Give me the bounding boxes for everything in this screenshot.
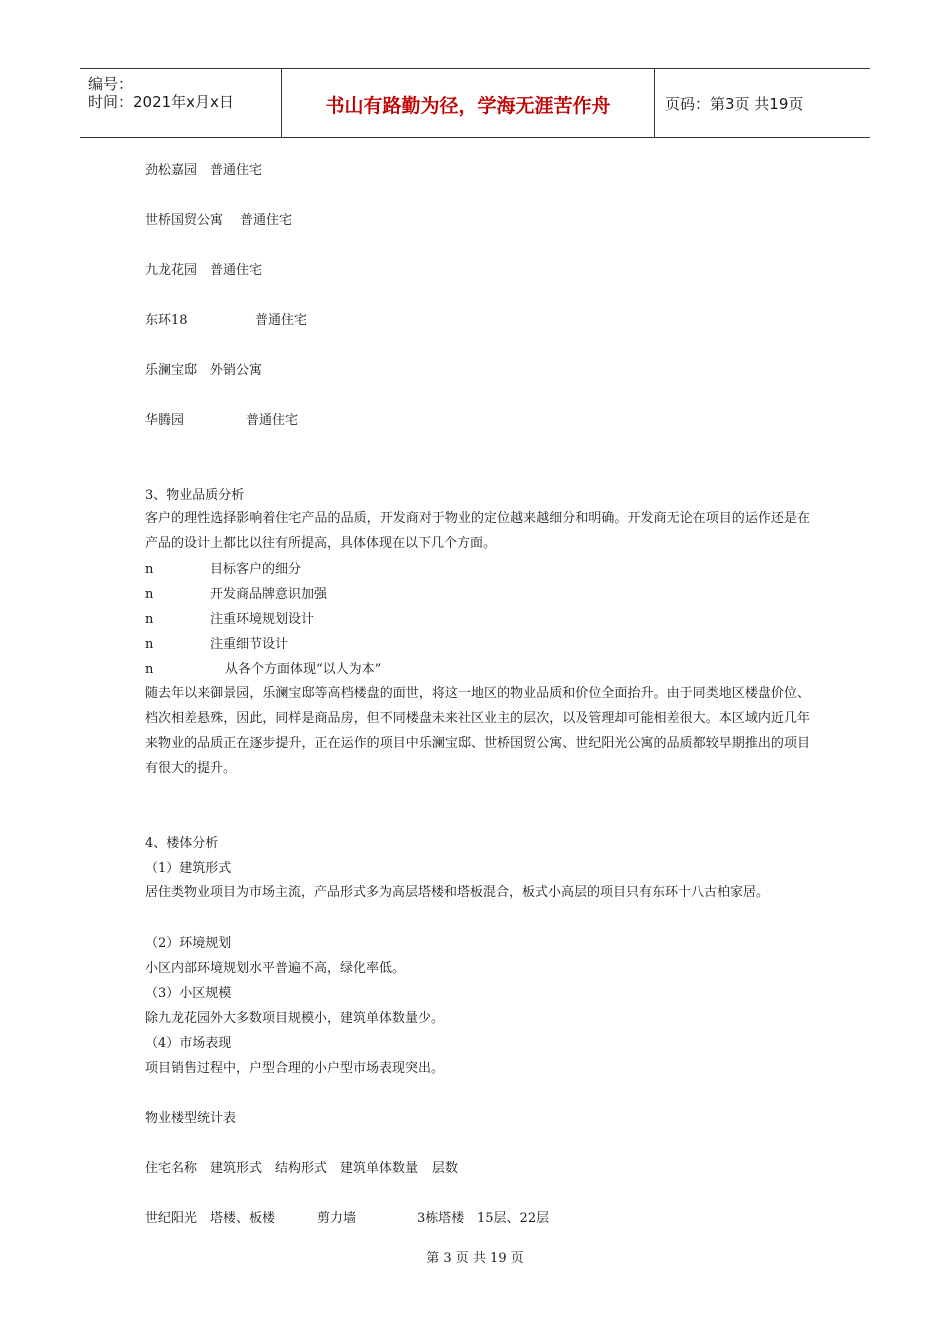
bullet-text: 注重环境规划设计	[210, 612, 315, 627]
subsection-text: 除九龙花园外大多数项目规模小，建筑单体数量少。	[145, 1011, 445, 1026]
table-header-cell: 建筑单体数量	[340, 1161, 419, 1176]
header-motto-cell	[281, 69, 655, 137]
page-footer	[0, 1247, 950, 1266]
bullet-mark: n	[145, 587, 154, 602]
number-label: 编号：	[88, 75, 134, 93]
footer-page-number: 第 3 页 共 19 页	[426, 1251, 524, 1266]
table-cell: 世纪阳光	[145, 1211, 198, 1226]
table-cell: 3栋塔楼	[417, 1211, 465, 1226]
table-header-cell: 建筑形式	[210, 1161, 263, 1176]
section-3-title: 3、物业品质分析	[145, 488, 245, 503]
table-header-cell: 住宅名称	[145, 1161, 198, 1176]
project-type: 普通住宅	[210, 263, 263, 278]
project-name: 九龙花园	[145, 263, 198, 278]
project-type: 外销公寓	[210, 363, 263, 378]
bullet-text: 从各个方面体现“以人为本”	[225, 662, 382, 677]
project-name: 世桥国贸公寓	[145, 213, 224, 228]
table-cell: 剪力墙	[317, 1211, 357, 1226]
project-type: 普通住宅	[240, 213, 293, 228]
subsection-text: 项目销售过程中，户型合理的小户型市场表现突出。	[145, 1061, 445, 1076]
project-type: 普通住宅	[210, 163, 263, 178]
bullet-text: 注重细节设计	[210, 637, 289, 652]
project-name: 劲松嘉园	[145, 163, 198, 178]
section-3-intro: 客户的理性选择影响着住宅产品的品质，开发商对于物业的定位越来越细分和明确。开发商无论在项目的运作还是在产品的设计上都比以往有所提高，具体体现在以下几个方面。	[145, 511, 810, 551]
table-header-cell: 层数	[432, 1161, 459, 1176]
bullet-text: 开发商品牌意识加强	[210, 587, 328, 602]
project-name: 东环18	[145, 313, 188, 328]
project-name: 华腾园	[145, 413, 185, 428]
project-type: 普通住宅	[246, 413, 299, 428]
table-cell: 15层、22层	[477, 1211, 550, 1226]
bullet-mark: n	[145, 637, 154, 652]
subsection-text: 居住类物业项目为市场主流，产品形式多为高层塔楼和塔板混合，板式小高层的项目只有东环十八古柏家居。	[145, 885, 770, 900]
time-label: 时间：2021年x月x日	[88, 93, 234, 111]
motto: 书山有路勤为径，学海无涯苦作舟	[325, 95, 611, 117]
subsection-text: 小区内部环境规划水平普遍不高，绿化率低。	[145, 961, 406, 976]
table-header-cell: 结构形式	[275, 1161, 328, 1176]
bullet-mark: n	[145, 562, 154, 577]
section-3-body: 随去年以来御景园，乐澜宝邸等高档楼盘的面世，将这一地区的物业品质和价位全面抬升。由于同类地区楼盘价位、档次相差悬殊，因此，同样是商品房，但不同楼盘未来社区业主的层次，以及管理却可能相差很大。本区域内近几年来物业的品质正在逐步提升，正在运作的项目中乐澜宝邸、世桥国贸公寓、世纪阳光公寓的品质都较早期推出的项目有很大的提升。	[145, 686, 810, 776]
table-cell: 塔楼、板楼	[210, 1211, 276, 1226]
project-type: 普通住宅	[255, 313, 308, 328]
bullet-mark: n	[145, 662, 154, 677]
bullet-text: 目标客户的细分	[210, 562, 302, 577]
bullet-mark: n	[145, 612, 154, 627]
project-name: 乐澜宝邸	[145, 363, 198, 378]
page-label: 页码：第3页 共19页	[665, 95, 804, 113]
subsection-title: （2）环境规划	[145, 936, 232, 951]
section-4-title: 4、楼体分析	[145, 836, 219, 851]
page-header	[80, 68, 870, 138]
subsection-title: （1）建筑形式	[145, 861, 232, 876]
subsection-title: （3）小区规模	[145, 986, 232, 1001]
header-meta	[80, 69, 280, 137]
subsection-title: （4）市场表现	[145, 1036, 232, 1051]
header-page-cell	[663, 69, 870, 137]
table-title: 物业楼型统计表	[145, 1111, 237, 1126]
